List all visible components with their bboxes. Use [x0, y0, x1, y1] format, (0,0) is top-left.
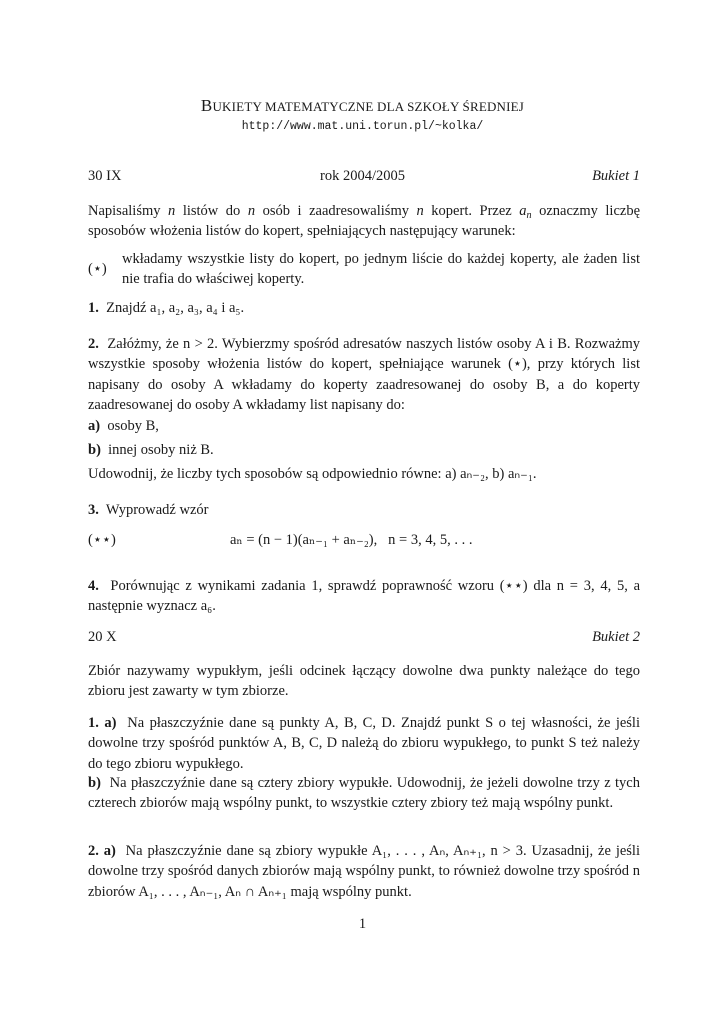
document-title-rest: UKIETY MATEMATYCZNE DLA SZKOŁY ŚREDNIEJ — [212, 99, 525, 114]
bukiet1-label: Bukiet 1 — [592, 168, 640, 184]
star-condition-text: wkładamy wszystkie listy do kopert, po jednym liście do każdej koperty, ale żaden list nie trafia do właściwej koperty. — [122, 251, 640, 288]
bukiet2-task2a: 2. a) Na płaszczyźnie dane są zbiory wypukłe A₁, . . . , Aₙ, Aₙ₊₁, n > 3. Uzasadnij, że jeśli dowolne trzy spośród danych zbiorów mają wspólny punkt, to również dowolne trzy spośród n zbiorów A₁, . . . , Aₙ₋₁, Aₙ ∩ Aₙ₊₁ mają wspólny punkt. — [88, 843, 640, 900]
bukiet2-label: Bukiet 2 — [592, 629, 640, 645]
bukiet2-task1a: 1. a) Na płaszczyźnie dane są punkty A, B, C, D. Znajdź punkt S o tej własności, że jeśli dowolne trzy spośród punktów A, B, C, D należą do zbioru wypukłego, to punkt S też należy do tego zbioru wypukłego. — [88, 715, 640, 772]
bukiet1-task2: 2. Załóżmy, że n > 2. Wybierzmy spośród adresatów naszych listów osoby A i B. Rozważmy wszystkie sposoby włożenia listów do kopert, spełniające warunek (⋆), przy których list napisany do osoby A wkładamy do koperty zaadresowanej do osoby B, a do koperty zaadresowanej do osoby A wkładamy list napisany do: — [88, 336, 640, 413]
recurrence-formula: aₙ = (n − 1)(aₙ₋₁ + aₙ₋₂), n = 3, 4, 5, . . . — [230, 532, 473, 548]
bukiet1-intro: Napisaliśmy n listów do n osób i zaadresowaliśmy n kopert. Przez $a_n$ oznaczmy liczbę sposobów włożenia listów do kopert, spełniających następujący warunek: — [88, 203, 641, 240]
bukiet1-task2-prove: Udowodnij, że liczby tych sposobów są odpowiednio równe: a) aₙ₋₂, b) aₙ₋₁. — [88, 466, 537, 482]
bukiet1-task4: 4. Porównując z wynikami zadania 1, sprawdź poprawność wzoru (⋆⋆) dla n = 3, 4, 5, a następnie wyznacz a₆. — [88, 578, 641, 615]
document-url: http://www.mat.uni.torun.pl/~kolka/ — [241, 120, 484, 133]
formula-marker: (⋆⋆) — [88, 532, 116, 548]
bukiet1-date: 30 IX — [88, 168, 122, 184]
bukiet1-task3: 3. Wyprowadź wzór — [88, 502, 209, 518]
bukiet2-task1b: b) Na płaszczyźnie dane są cztery zbiory wypukłe. Udowodnij, że jeżeli dowolne trzy z tych czterech zbiorów mają wspólny punkt, to wszystkie cztery zbiory też mają wspólny punkt. — [88, 775, 640, 812]
bukiet1-task2a: a) osoby B, — [88, 418, 159, 434]
bukiet1-task2b: b) innej osoby niż B. — [88, 442, 214, 458]
document-title: BUKIETY MATEMATYCZNE DLA SZKOŁY ŚREDNIEJ — [200, 96, 525, 115]
page-number: 1 — [358, 916, 367, 932]
bukiet2-date: 20 X — [88, 629, 117, 645]
bukiet1-task1: 1. Znajdź a₁, a₂, a₃, a₄ i a₅. — [88, 300, 245, 316]
bukiet2-intro: Zbiór nazywamy wypukłym, jeśli odcinek łączący dowolne dwa punkty należące do tego zbioru jest zawarty w tym zbiorze. — [88, 663, 640, 700]
star-condition-marker: (⋆) — [88, 261, 107, 277]
bukiet1-year: rok 2004/2005 — [320, 168, 405, 184]
